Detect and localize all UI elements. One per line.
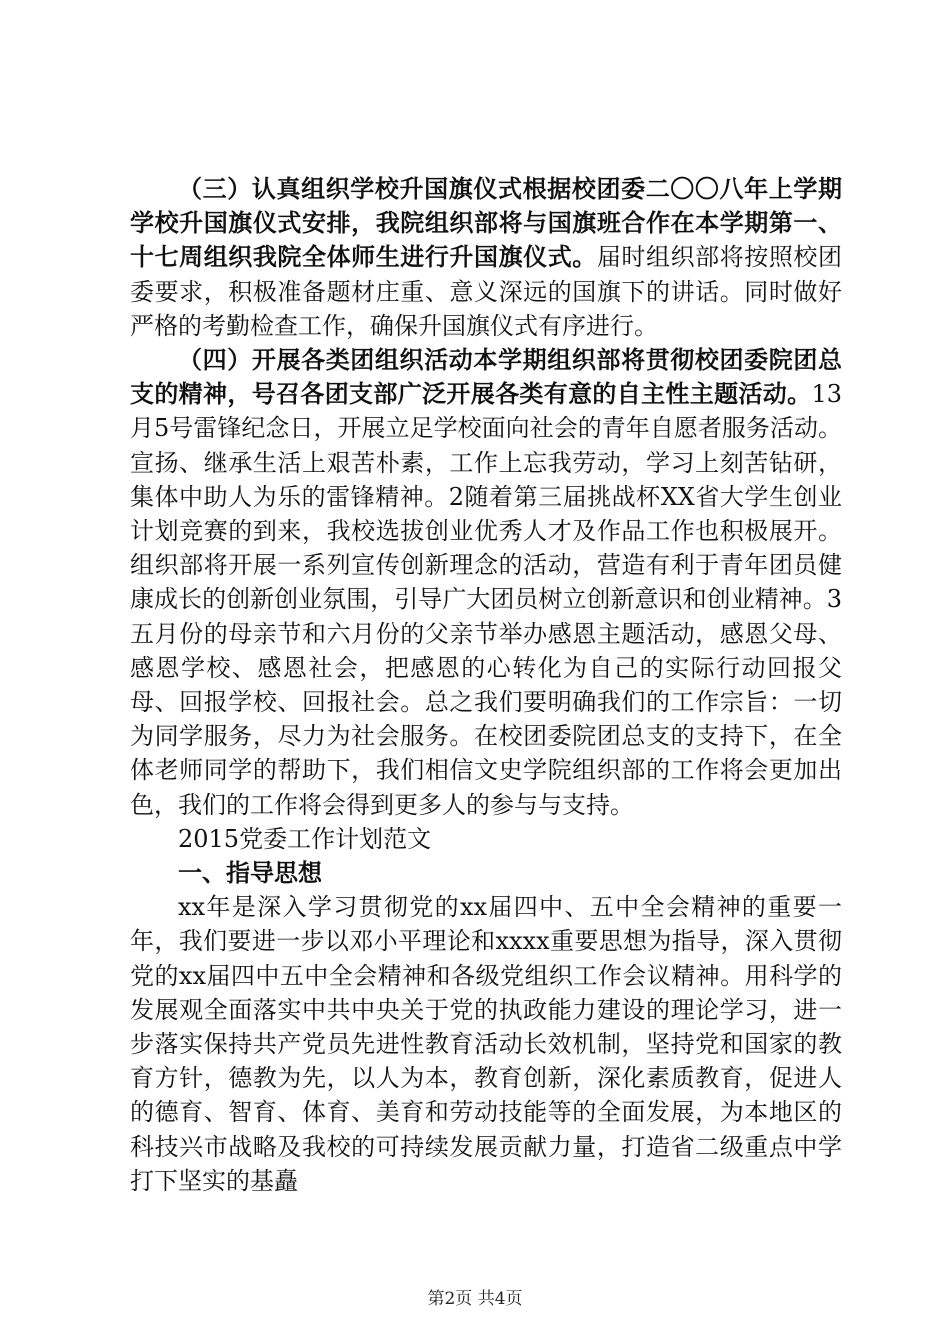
paragraph-league-activities (130, 343, 842, 822)
document-body (130, 172, 842, 1198)
paragraph-lead: （四）开展各类团组织活动本学期组织部将贯彻校团委院团总支的精神，号召各团支部广泛开展各类有意的自主性主题活动。 (130, 346, 842, 409)
paragraph-text: 13月5号雷锋纪念日，开展立足学校面向社会的青年自愿者服务活动。宣扬、继承生活上艰苦朴素，工作上忘我劳动，学习上刻苦钻研，集体中助人为乐的雷锋精神。2随着第三届挑战杯XX省大学生创业计划竞赛的到来，我校选拔创业优秀人才及作品工作也积极展开。组织部将开展一系列宣传创新理念的活动，营造有利于青年团员健康成长的创新创业氛围，引导广大团员树立创新意识和创业精神。3五月份的母亲节和六月份的父亲节举办感恩主题活动，感恩父母、感恩学校、感恩社会，把感恩的心转化为自己的实际行动回报父母、回报学校、回报社会。总之我们要明确我们的工作宗旨：一切为同学服务，尽力为社会服务。在校团委院团总支的支持下，在全体老师同学的帮助下，我们相信文史学院组织部的工作将会更加出色，我们的工作将会得到更多人的参与与支持。 (130, 380, 842, 819)
paragraph-guiding-thought: xx年是深入学习贯彻党的xx届四中、五中全会精神的重要一年，我们要进一步以邓小平理论和xxxx重要思想为指导，深入贯彻党的xx届四中五中全会精神和各级党组织工作会议精神。用科学的发展观全面落实中共中央关于党的执政能力建设的理论学习，进一步落实保持共产党员先进性教育活动长效机制，坚持党和国家的教育方针，德教为先，以人为本，教育创新，深化素质教育，促进人的德育、智育、体育、美育和劳动技能等的全面发展，为本地区的科技兴市战略及我校的可持续发展贡献力量，打造省二级重点中学打下坚实的基矗 (130, 893, 842, 1195)
paragraph-lead: （三）认真组织学校升国旗仪式根据校团委二〇〇八年上学期学校升国旗仪式安排，我院组织部将与国旗班合作在本学期第一、十七周组织我院全体师生进行升国旗仪式。 (130, 175, 842, 272)
paragraph-flag-ceremony (130, 172, 842, 343)
paragraph-text: 届时组织部将按照校团委要求，积极准备题材庄重、意义深远的国旗下的讲话。同时做好严格的考勤检查工作，确保升国旗仪式有序进行。 (130, 243, 843, 340)
section-heading: 一、指导思想 (178, 859, 322, 888)
document-subtitle: 2015党委工作计划范文 (178, 824, 432, 853)
page-footer: 第2页 共4页 (427, 1289, 523, 1309)
